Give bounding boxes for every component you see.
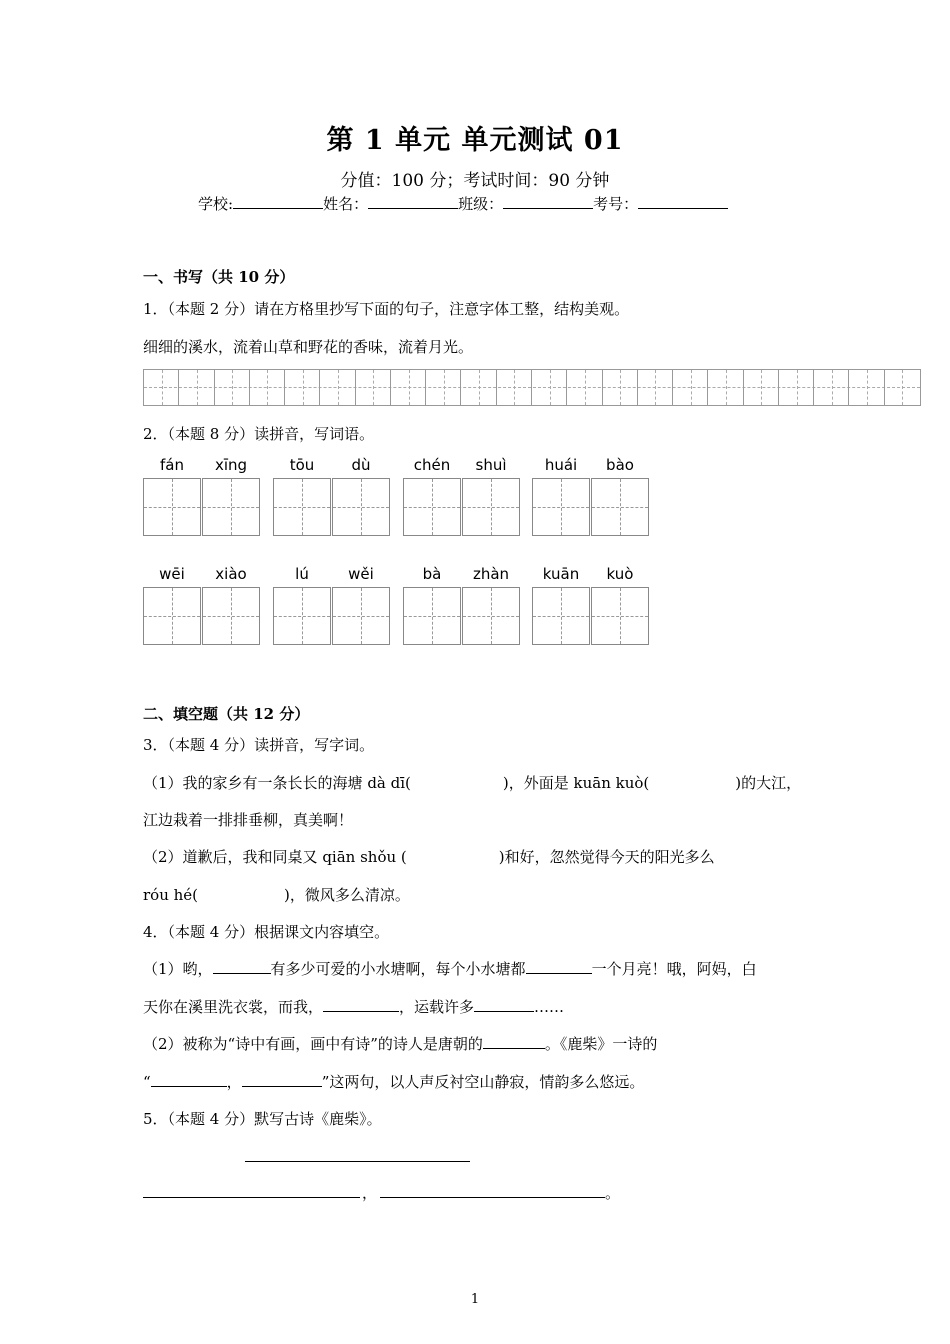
answer-blank[interactable]: [483, 1034, 545, 1049]
grid-cell[interactable]: [144, 370, 179, 405]
poem-comma: ，: [362, 1184, 378, 1202]
grid-cell[interactable]: [849, 370, 884, 405]
q4-text: 天你在溪里洗衣裳，而我，: [143, 998, 324, 1016]
grid-cell[interactable]: [603, 370, 638, 405]
name-field[interactable]: [368, 194, 458, 209]
q4-line2: [143, 996, 564, 1017]
q3-part1-text: )的大江，: [735, 774, 802, 792]
page-number: 1: [470, 1292, 480, 1307]
grid-cell[interactable]: [708, 370, 743, 405]
exam-subtitle: 分值：100 分；考试时间：90 分钟: [340, 171, 610, 191]
q4-text: ”这两句，以人声反衬空山静寂，情韵多么悠远。: [321, 1073, 645, 1091]
class-field[interactable]: [503, 194, 593, 209]
q3-line2: 江边栽着一排排垂柳，真美啊！: [143, 811, 354, 829]
writing-box[interactable]: [462, 587, 520, 645]
grid-cell[interactable]: [779, 370, 814, 405]
q1-prompt: 1．（本题 2 分）请在方格里抄写下面的句子，注意字体工整，结构美观。: [143, 300, 630, 318]
grid-cell[interactable]: [673, 370, 708, 405]
pinyin-label: fán: [160, 456, 184, 474]
grid-cell[interactable]: [356, 370, 391, 405]
poem-line-2[interactable]: [380, 1197, 605, 1198]
name-label: 姓名：: [323, 195, 369, 213]
grid-cell-midline: [338, 370, 339, 405]
poem-line-1[interactable]: [143, 1197, 360, 1198]
writing-box[interactable]: [202, 478, 260, 536]
grid-cell[interactable]: [532, 370, 567, 405]
q4-text: ，运载许多: [399, 998, 475, 1016]
grid-cell-midline: [691, 370, 692, 405]
answer-blank[interactable]: [526, 959, 592, 974]
q3-part2-text: róu hé(: [143, 886, 199, 904]
writing-box[interactable]: [332, 587, 390, 645]
grid-cell[interactable]: [497, 370, 532, 405]
answer-blank[interactable]: [474, 997, 534, 1012]
grid-cell-midline: [832, 370, 833, 405]
copy-writing-grid[interactable]: [143, 369, 921, 406]
grid-cell[interactable]: [426, 370, 461, 405]
school-field[interactable]: [233, 194, 323, 209]
grid-cell[interactable]: [215, 370, 250, 405]
q4-text: ，: [226, 1073, 242, 1091]
writing-box[interactable]: [273, 587, 331, 645]
grid-cell-midline: [514, 370, 515, 405]
student-info-line: [198, 193, 728, 214]
grid-cell[interactable]: [391, 370, 426, 405]
school-label: 学校:: [198, 195, 234, 213]
q4-text: （2）被称为“诗中有画，画中有诗”的诗人是唐朝的: [143, 1035, 483, 1053]
grid-cell-midline: [267, 370, 268, 405]
answer-blank[interactable]: [242, 1072, 322, 1087]
writing-box[interactable]: [532, 478, 590, 536]
exam-number-field[interactable]: [638, 194, 728, 209]
pinyin-label: shuì: [475, 456, 507, 474]
grid-cell-midline: [232, 370, 233, 405]
q3-part2-text: （2）道歉后，我和同桌又 qiān shǒu (: [143, 848, 407, 866]
pinyin-label: kuān: [542, 565, 580, 583]
pinyin-label: huái: [544, 456, 578, 474]
q3-line4: [143, 884, 410, 905]
q1-sentence: 细细的溪水，流着山草和野花的香味，流着月光。: [143, 338, 474, 356]
answer-blank[interactable]: [323, 997, 399, 1012]
grid-cell[interactable]: [285, 370, 320, 405]
q2-prompt: 2．（本题 8 分）读拼音，写词语。: [143, 425, 375, 443]
q3-part1-text: )，外面是 kuān kuò(: [502, 774, 650, 792]
answer-blank[interactable]: [151, 1072, 227, 1087]
q4-text: （1）哟，: [143, 960, 213, 978]
pinyin-label: dù: [351, 456, 371, 474]
writing-box[interactable]: [403, 478, 461, 536]
grid-cell-midline: [797, 370, 798, 405]
grid-cell-midline: [620, 370, 621, 405]
q4-text: 一个月亮！哦，阿妈，白: [591, 960, 757, 978]
q3-line1: [143, 772, 801, 793]
pinyin-label: kuò: [606, 565, 634, 583]
section-1-heading: 一、书写（共 10 分）: [143, 268, 295, 286]
grid-cell-midline: [867, 370, 868, 405]
grid-cell[interactable]: [461, 370, 496, 405]
grid-cell[interactable]: [885, 370, 920, 405]
q4-line3: [143, 1033, 657, 1054]
q3-part2-text: )和好，忽然觉得今天的阳光多么: [498, 848, 715, 866]
q5-prompt: 5．（本题 4 分）默写古诗《鹿柴》。: [143, 1110, 382, 1128]
pinyin-label: tōu: [289, 456, 315, 474]
grid-cell[interactable]: [638, 370, 673, 405]
q4-line4: [143, 1071, 644, 1092]
section-2-heading: 二、填空题（共 12 分）: [143, 705, 310, 723]
grid-cell[interactable]: [814, 370, 849, 405]
grid-cell[interactable]: [567, 370, 602, 405]
q4-prompt: 4．（本题 4 分）根据课文内容填空。: [143, 923, 390, 941]
grid-cell-midline: [197, 370, 198, 405]
q4-line1: [143, 958, 757, 979]
grid-cell-midline: [550, 370, 551, 405]
q3-part2-text: )，微风多么清凉。: [284, 886, 410, 904]
pinyin-label: bà: [422, 565, 442, 583]
q3-prompt: 3．（本题 4 分）读拼音，写字词。: [143, 736, 375, 754]
grid-cell-midline: [655, 370, 656, 405]
writing-box[interactable]: [532, 587, 590, 645]
grid-cell-midline: [585, 370, 586, 405]
writing-box[interactable]: [273, 478, 331, 536]
pinyin-label: zhàn: [472, 565, 510, 583]
grid-cell-midline: [761, 370, 762, 405]
exam-number-label: 考号：: [593, 195, 639, 213]
grid-cell-midline: [162, 370, 163, 405]
grid-cell-midline: [726, 370, 727, 405]
grid-cell[interactable]: [179, 370, 214, 405]
writing-box[interactable]: [462, 478, 520, 536]
pinyin-label: wēi: [159, 565, 185, 583]
grid-cell-midline: [902, 370, 903, 405]
grid-cell-midline: [373, 370, 374, 405]
page-title: 第 1 单元 单元测试 01: [326, 125, 624, 156]
grid-cell[interactable]: [320, 370, 355, 405]
writing-box[interactable]: [591, 478, 649, 536]
poem-title-line[interactable]: [245, 1161, 470, 1162]
class-label: 班级：: [458, 195, 504, 213]
q4-text: 。《鹿柴》一诗的: [544, 1035, 658, 1053]
pinyin-label: bào: [606, 456, 634, 474]
q3-part1-text: （1）我的家乡有一条长长的海塘 dà dī(: [143, 774, 411, 792]
writing-box[interactable]: [332, 478, 390, 536]
writing-box[interactable]: [202, 587, 260, 645]
q4-text: “: [143, 1073, 151, 1091]
q4-text: 有多少可爱的小水塘啊，每个小水塘都: [270, 960, 526, 978]
grid-cell-midline: [303, 370, 304, 405]
pinyin-label: xīng: [214, 456, 248, 474]
pinyin-label: chén: [413, 456, 451, 474]
grid-cell[interactable]: [250, 370, 285, 405]
q4-text: ……: [534, 998, 565, 1016]
poem-period: 。: [605, 1184, 621, 1202]
grid-cell-midline: [444, 370, 445, 405]
grid-cell-midline: [479, 370, 480, 405]
pinyin-label: xiào: [215, 565, 247, 583]
answer-blank[interactable]: [213, 959, 271, 974]
q3-line3: [143, 846, 715, 867]
pinyin-label: lú: [295, 565, 309, 583]
writing-box[interactable]: [591, 587, 649, 645]
grid-cell-midline: [409, 370, 410, 405]
pinyin-label: wěi: [348, 565, 374, 583]
writing-box[interactable]: [143, 478, 201, 536]
grid-cell[interactable]: [744, 370, 779, 405]
writing-box[interactable]: [403, 587, 461, 645]
writing-box[interactable]: [143, 587, 201, 645]
